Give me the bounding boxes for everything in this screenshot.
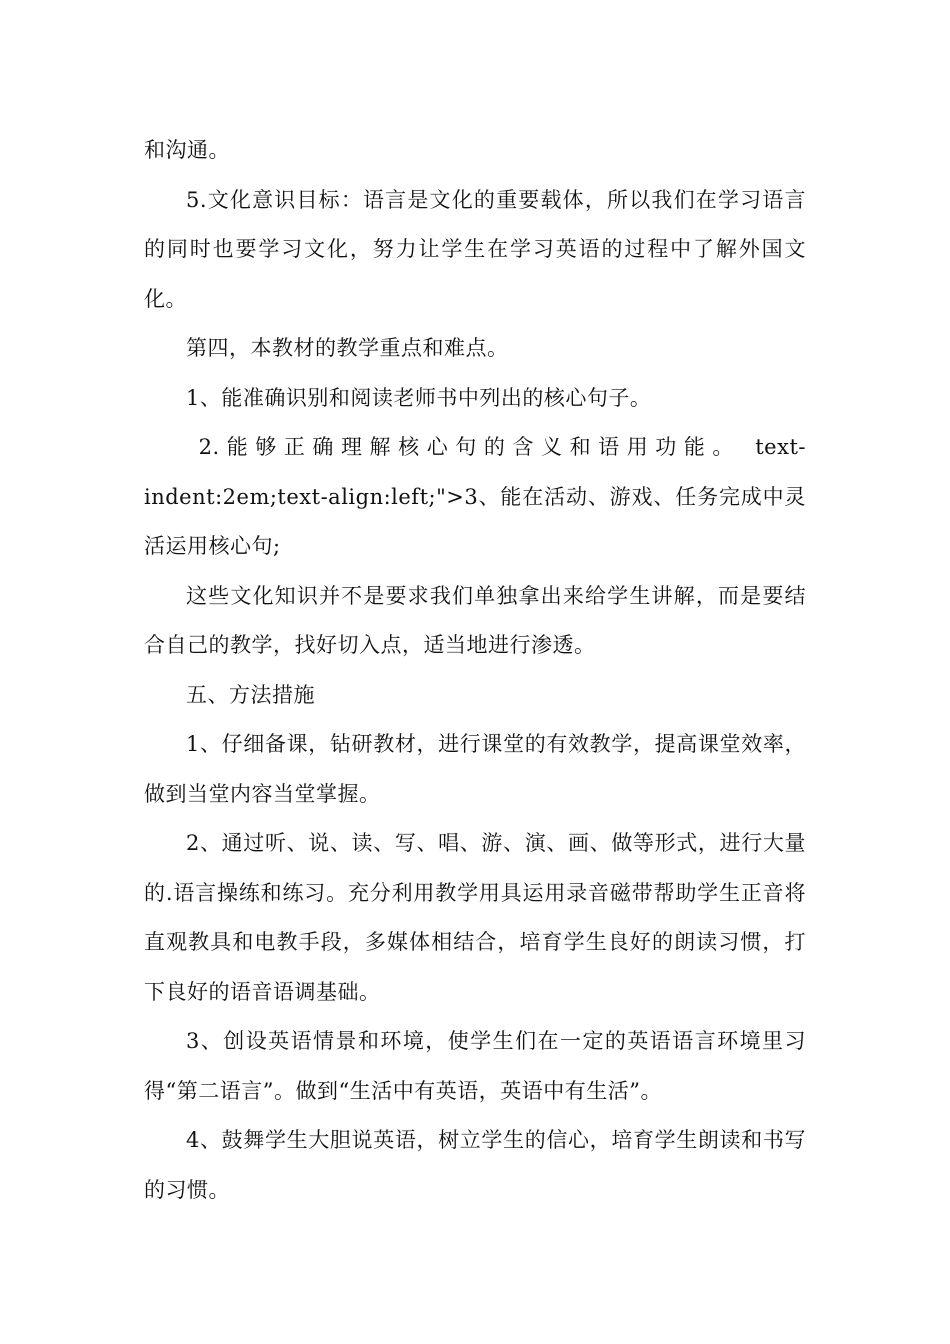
paragraph-culture-knowledge: 这些文化知识并不是要求我们单独拿出来给学生讲解，而是要结合自己的教学，找好切入点，适当地进行渗透。: [144, 583, 806, 657]
paragraph-continuation: 和沟通。: [144, 138, 230, 162]
paragraph-method-2: 2、通过听、说、读、写、唱、游、演、画、做等形式，进行大量的.语言操练和练习。充分利用教学用具运用录音磁带帮助学生正音将直观教具和电教手段，多媒体相结合，培育学生良好的朗读习惯，打下良好的语音语调基础。: [144, 831, 806, 1004]
paragraph-key-point-1: 1、能准确识别和阅读老师书中列出的核心句子。: [186, 385, 652, 410]
paragraph-method-1: 1、仔细备课，钻研教材，进行课堂的有效教学，提高课堂效率，做到当堂内容当堂掌握。: [144, 732, 806, 806]
paragraph-section-four-heading: 第四，本教材的教学重点和难点。: [186, 336, 509, 360]
paragraph-key-point-2-3: 2.能够正确理解核心句的含义和语用功能。 text-indent:2em;text-align:left;">3、能在活动、游戏、任务完成中灵活运用核心句;: [144, 435, 806, 558]
paragraph-method-3: 3、创设英语情景和环境，使学生们在一定的英语语言环境里习得“第二语言”。做到“生活中有英语，英语中有生活”。: [144, 1029, 806, 1103]
paragraph-culture-goal: 5.文化意识目标：语言是文化的重要载体，所以我们在学习语言的同时也要学习文化，努力让学生在学习英语的过程中了解外国文化。: [144, 187, 806, 311]
paragraph-section-five-heading: 五、方法措施: [186, 682, 315, 707]
document-body: [144, 126, 806, 1215]
paragraph-method-4: 4、鼓舞学生大胆说英语，树立学生的信心，培育学生朗读和书写的习惯。: [144, 1128, 806, 1202]
